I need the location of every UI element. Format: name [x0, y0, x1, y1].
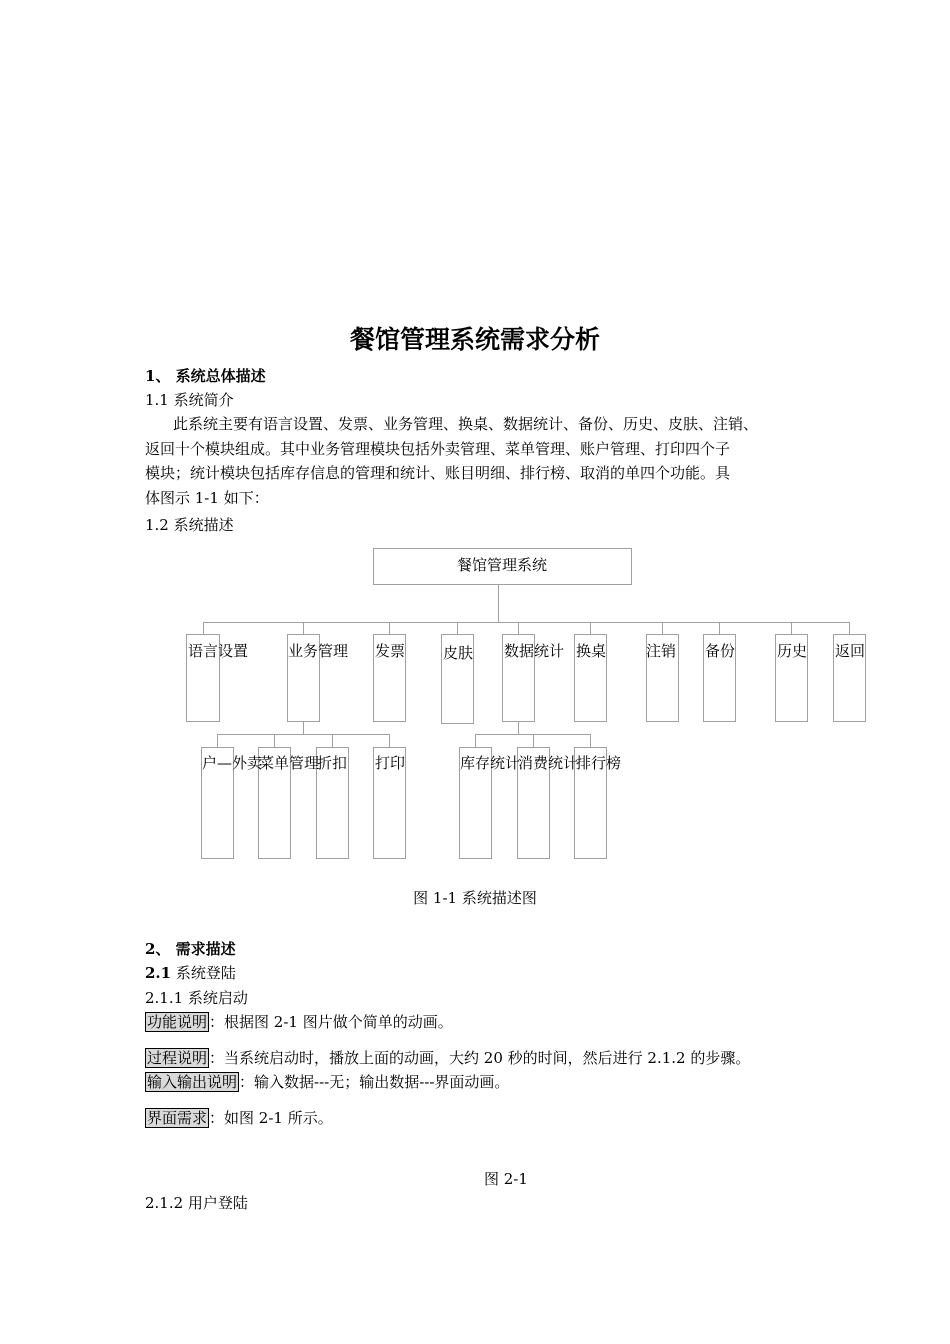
- diagram-label-business: 业务管理: [288, 642, 349, 660]
- diagram-label-language: 语言设置: [188, 642, 249, 660]
- diagram-label-discount: 折扣: [317, 754, 348, 772]
- diagram-label-logout: 注销: [646, 642, 677, 660]
- diagram-label-history: 历史: [777, 642, 808, 660]
- diagram-label-skin: 皮肤: [443, 644, 474, 662]
- diagram-label-ranking: 排行榜: [576, 754, 622, 772]
- io-description-text: ：输入数据---无；输出数据---界面动画。: [239, 1073, 510, 1091]
- intro-line-1: 此系统主要有语言设置、发票、业务管理、换桌、数据统计、备份、历史、皮肤、注销、: [173, 415, 759, 433]
- diagram-label-table-change: 换桌: [576, 642, 607, 660]
- figure-1-1-caption: 图 1-1 系统描述图: [413, 889, 537, 907]
- diagram-label-return: 返回: [835, 642, 866, 660]
- intro-line-4: 体图示 1-1 如下：: [145, 488, 269, 507]
- section-2-1-2-heading: 2.1.2 用户登陆: [145, 1194, 248, 1212]
- diagram-label-consumption: 消费统计: [518, 754, 579, 772]
- intro-line-2: 返回十个模块组成。其中业务管理模块包括外卖管理、菜单管理、账户管理、打印四个子: [145, 439, 731, 458]
- interface-requirement: [145, 1107, 333, 1128]
- section-2-1-1-heading: 2.1.1 系统启动: [145, 989, 248, 1007]
- figure-2-1-caption: 图 2-1: [484, 1170, 528, 1188]
- section-2-1-heading: [145, 962, 236, 983]
- diagram-label-menu: 菜单管理: [259, 754, 320, 772]
- function-description-label: 功能说明: [147, 1013, 208, 1031]
- diagram-label-print: 打印: [375, 754, 406, 772]
- io-description: [145, 1071, 509, 1092]
- section-2-heading: 2、 需求描述: [145, 940, 236, 958]
- intro-line-3: 模块；统计模块包括库存信息的管理和统计、账目明细、排行榜、取消的单四个功能。具: [145, 464, 731, 482]
- diagram-label-backup: 备份: [705, 642, 736, 660]
- process-description: [145, 1047, 750, 1068]
- diagram-label-statistics: 数据统计: [504, 642, 565, 660]
- io-description-label: 输入输出说明: [147, 1073, 238, 1091]
- diagram-label-invoice: 发票: [375, 642, 406, 660]
- section-2-1-title: 系统登陆: [171, 964, 236, 982]
- section-1-heading: 1、 系统总体描述: [145, 367, 266, 385]
- diagram-label-takeout: 户—外卖: [202, 754, 263, 772]
- process-description-label: 过程说明: [147, 1049, 208, 1067]
- interface-requirement-label: 界面需求: [147, 1109, 208, 1127]
- diagram-root-label: 餐馆管理系统: [456, 556, 548, 574]
- section-1-1-heading: 1.1 系统简介: [145, 391, 234, 409]
- document-title: 餐馆管理系统需求分析: [349, 325, 600, 354]
- interface-requirement-text: ：如图 2-1 所示。: [209, 1109, 333, 1127]
- section-1-2-heading: 1.2 系统描述: [145, 516, 234, 534]
- diagram-label-inventory: 库存统计: [460, 754, 521, 772]
- function-description-text: ：根据图 2-1 图片做个简单的动画。: [209, 1013, 453, 1031]
- function-description: [145, 1011, 453, 1032]
- process-description-text: ：当系统启动时，播放上面的动画，大约 20 秒的时间，然后进行 2.1.2 的步骤。: [209, 1049, 751, 1067]
- section-2-1-number: 2.1: [145, 964, 172, 982]
